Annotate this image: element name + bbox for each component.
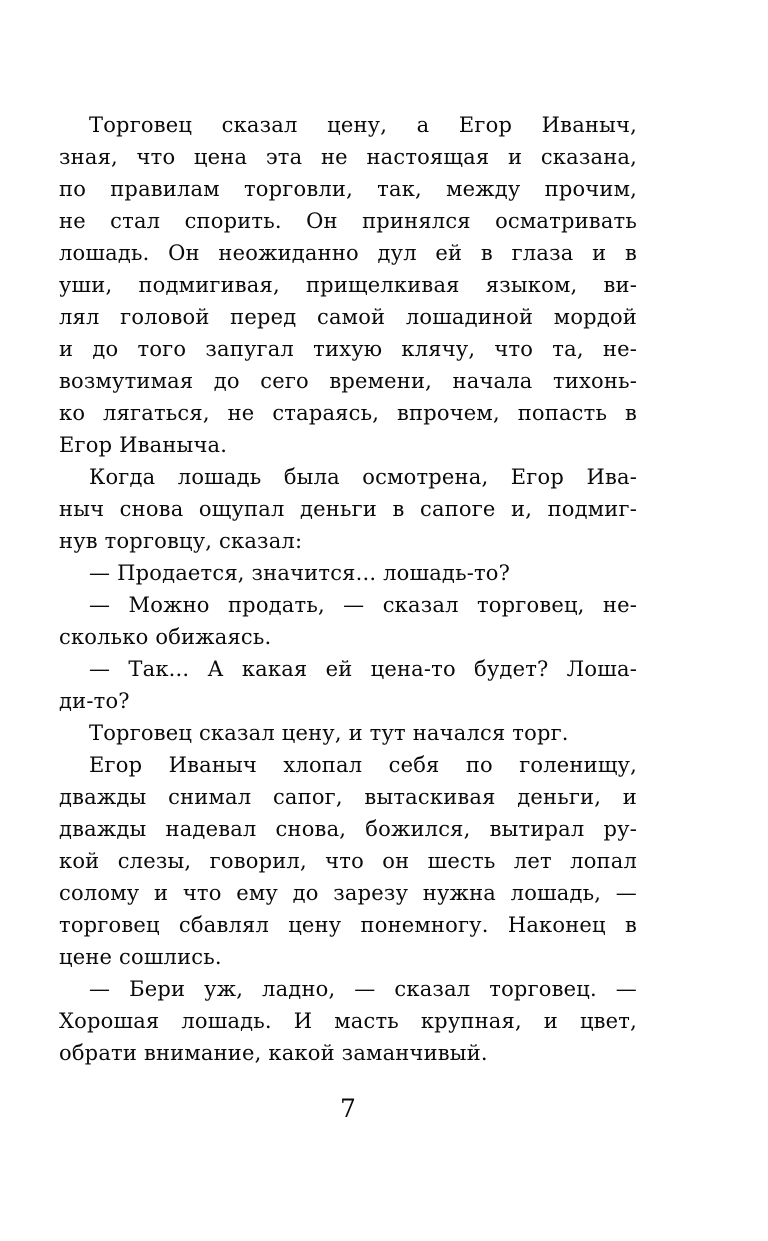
- text-line: — Бери уж, ладно, — сказал торговец. —: [89, 977, 637, 1001]
- text-line: — Продается, значится... лошадь-то?: [89, 561, 511, 585]
- page-number: 7: [340, 1094, 356, 1123]
- text-line: ныч снова ощупал деньги в сапоге и, подмиг-: [59, 497, 637, 521]
- text-line: возмутимая до сего времени, начала тихонь-: [59, 369, 637, 393]
- text-line: Егор Иваныч хлопал себя по голенищу,: [89, 753, 637, 777]
- text-line: лял головой перед самой лошадиной мордой: [59, 305, 637, 329]
- text-line: Егор Иваныча.: [59, 433, 228, 457]
- text-line: Когда лошадь была осмотрена, Егор Ива-: [89, 465, 637, 489]
- text-line: — Так... А какая ей цена-то будет? Лоша-: [89, 657, 637, 681]
- text-line: дважды надевал снова, божился, вытирал ру-: [59, 817, 637, 841]
- text-line: ко лягаться, не стараясь, впрочем, попасть в: [59, 401, 637, 425]
- text-line: цене сошлись.: [59, 945, 222, 969]
- text-line: дважды снимал сапог, вытаскивая деньги, и: [59, 785, 637, 809]
- text-line: кой слезы, говорил, что он шесть лет лопал: [59, 849, 637, 873]
- text-line: обрати внимание, какой заманчивый.: [59, 1041, 488, 1065]
- text-line: по правилам торговли, так, между прочим,: [59, 177, 637, 201]
- text-line: ди-то?: [59, 689, 130, 713]
- text-line: Торговец сказал цену, а Егор Иваныч,: [89, 113, 637, 137]
- text-line: не стал спорить. Он принялся осматривать: [59, 209, 637, 233]
- text-line: зная, что цена эта не настоящая и сказана,: [59, 145, 637, 169]
- text-line: нув торговцу, сказал:: [59, 529, 303, 553]
- text-line: уши, подмигивая, прищелкивая языком, ви-: [59, 273, 637, 297]
- text-line: солому и что ему до зарезу нужна лошадь, —: [59, 881, 637, 905]
- text-line: Торговец сказал цену, и тут начался торг.: [89, 721, 569, 745]
- text-line: лошадь. Он неожиданно дул ей в глаза и в: [59, 241, 637, 265]
- page-text: [59, 109, 637, 1069]
- text-line: торговец сбавлял цену понемногу. Наконец в: [59, 913, 637, 937]
- text-line: сколько обижаясь.: [59, 625, 272, 649]
- text-line: и до того запугал тихую клячу, что та, не-: [59, 337, 637, 361]
- text-line: — Можно продать, — сказал торговец, не-: [89, 593, 637, 617]
- text-line: Хорошая лошадь. И масть крупная, и цвет,: [59, 1009, 637, 1033]
